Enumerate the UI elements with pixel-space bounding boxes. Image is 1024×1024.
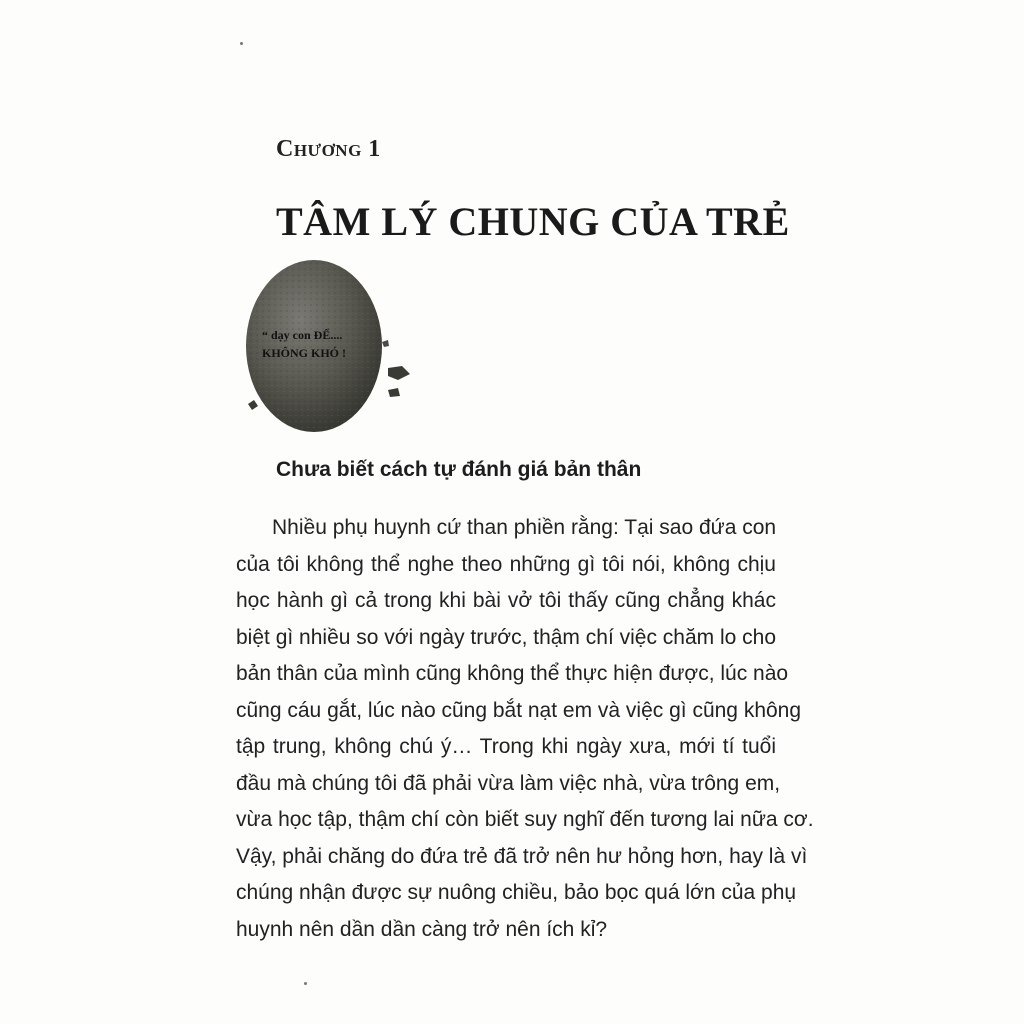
body-line: Nhiều phụ huynh cứ than phiền rằng: Tại sao đứa con bbox=[272, 516, 777, 539]
section-heading: Chưa biết cách tự đánh giá bản thân bbox=[276, 458, 642, 481]
illustration-caption-line1: “ dạy con ĐỂ.... bbox=[262, 328, 343, 342]
body-line: đầu mà chúng tôi đã phải vừa làm việc nhà, vừa trông em, bbox=[236, 771, 781, 795]
chapter-label: Chương 1 bbox=[276, 136, 381, 162]
body-line: cũng cáu gắt, lúc nào cũng bắt nạt em và việc gì cũng không bbox=[236, 698, 802, 722]
body-line: vừa học tập, thậm chí còn biết suy nghĩ đến tương lai nữa cơ. bbox=[236, 808, 814, 831]
body-line: tập trung, không chú ý… Trong khi ngày xưa, mới tí tuổi bbox=[236, 735, 776, 758]
illustration-caption-line2: KHÔNG KHÓ ! bbox=[262, 346, 346, 360]
body-line: chúng nhận được sự nuông chiều, bảo bọc quá lớn của phụ bbox=[236, 881, 797, 904]
body-line: huynh nên dần dần càng trở nên ích kỉ? bbox=[236, 917, 608, 941]
paper-speck bbox=[304, 982, 307, 985]
paper-speck bbox=[240, 42, 243, 45]
body-line: của tôi không thể nghe theo những gì tôi nói, không chịu bbox=[236, 552, 776, 576]
body-line: học hành gì cả trong khi bài vở tôi thấy cũng chẳng khác bbox=[236, 589, 776, 612]
body-paragraph bbox=[236, 510, 814, 948]
body-line: Vậy, phải chăng do đứa trẻ đã trở nên hư hỏng hơn, hay là vì bbox=[236, 844, 808, 868]
chapter-title: TÂM LÝ CHUNG CỦA TRẺ bbox=[276, 199, 790, 244]
stone-egg-illustration bbox=[238, 256, 418, 436]
body-line: bản thân của mình cũng không thể thực hiện được, lúc nào bbox=[236, 662, 789, 685]
body-line: biệt gì nhiều so với ngày trước, thậm chí việc chăm lo cho bbox=[236, 625, 777, 649]
